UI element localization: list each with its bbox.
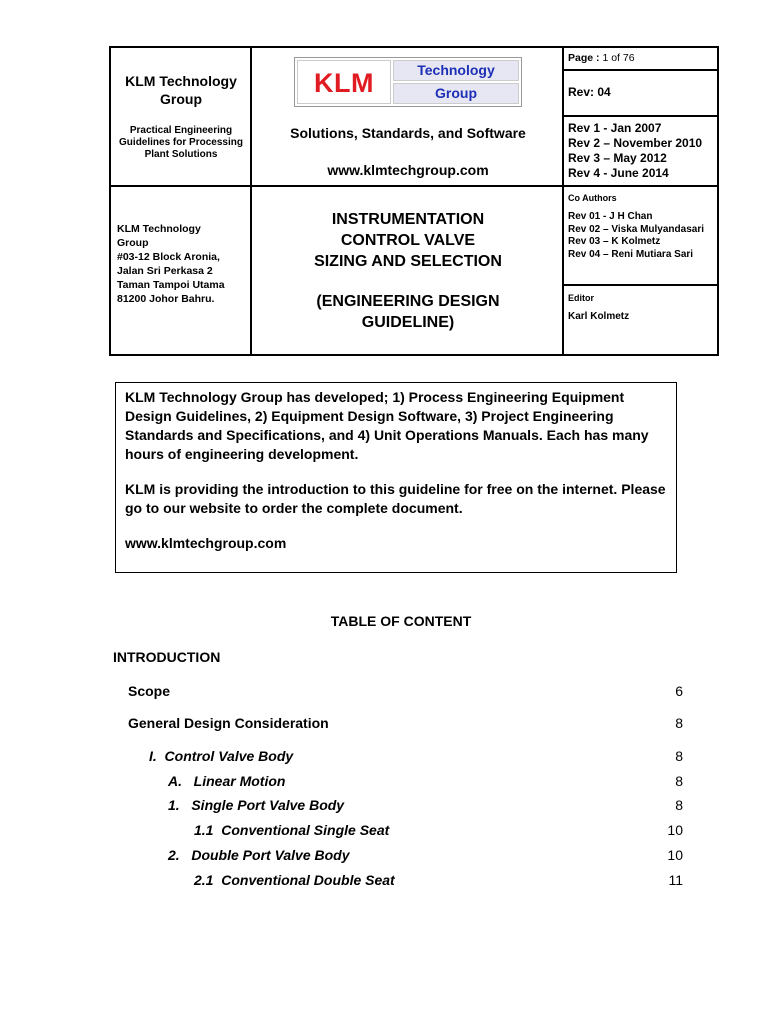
logo-technology-text: Technology: [417, 62, 495, 78]
toc-entry-page: 8: [675, 773, 683, 789]
toc-entry-page: 8: [675, 797, 683, 813]
page-label: Page :: [568, 52, 600, 64]
divider: [562, 115, 717, 117]
co-authors-list: [568, 211, 704, 261]
revision-entry: Rev 1 - Jan 2007: [568, 121, 662, 135]
co-authors-label: Co Authors: [568, 193, 617, 203]
toc-entry-label: 1. Single Port Valve Body: [168, 797, 345, 813]
editor-name: Karl Kolmetz: [568, 311, 630, 322]
toc-entry-page: 10: [667, 822, 683, 838]
title-line: [253, 272, 563, 291]
divider: [562, 284, 717, 286]
company-address: KLM Technology Group #03-12 Block Aronia, Jalan Sri Perkasa 2 Taman Tampoi Utama 81200 Johor Bahru.: [117, 223, 225, 305]
title-line: SIZING AND SELECTION: [314, 253, 502, 270]
document-title: [253, 209, 563, 333]
co-author-entry: Rev 03 – K Kolmetz: [568, 236, 661, 247]
revision-entry: Rev 3 – May 2012: [568, 151, 667, 165]
klm-logo: [294, 57, 522, 107]
divider: [562, 69, 717, 71]
co-author-entry: Rev 02 – Viska Mulyandasari: [568, 223, 705, 235]
document-header-table: [109, 46, 719, 356]
toc-entry-label: 2.1 Conventional Double Seat: [194, 872, 395, 888]
revision-entry: Rev 2 – November 2010: [568, 136, 703, 150]
company-tagline: Practical Engineering Guidelines for Processing Plant Solutions: [119, 125, 243, 160]
toc-section-title: INTRODUCTION: [113, 649, 221, 665]
page-value: 1 of 76: [602, 52, 635, 64]
co-author-entry: Rev 01 - J H Chan: [568, 211, 653, 222]
toc-entry-page: 8: [675, 748, 683, 764]
intro-notice-box: [115, 382, 677, 573]
header-subtitle: Solutions, Standards, and Software: [290, 125, 526, 141]
intro-paragraph: KLM Technology Group has developed; 1) Process Engineering Equipment Design Guidelines, 2) Equipment Design Software, 3) Project Engineering Standards and Specifications, and 4) Unit Operations Manuals. Each has many hours of engineering development.: [125, 389, 649, 462]
title-line: CONTROL VALVE: [340, 232, 476, 249]
toc-entry-page: 10: [667, 847, 683, 863]
toc-entry-label: Scope: [128, 683, 171, 699]
logo-klm-text: KLM: [314, 68, 374, 98]
co-author-entry: Rev 04 – Reni Mutiara Sari: [568, 248, 694, 260]
toc-entry-label: 1.1 Conventional Single Seat: [194, 822, 390, 838]
toc-entry-page: 8: [675, 715, 683, 731]
toc-entry-label: A. Linear Motion: [168, 773, 286, 789]
rev-number: Rev: 04: [568, 85, 611, 99]
toc-entry-page: 6: [675, 683, 683, 699]
intro-paragraph: KLM is providing the introduction to this guideline for free on the internet. Please go to our website to order the complete document.: [125, 481, 666, 516]
editor-label: Editor: [568, 293, 594, 303]
title-line: (ENGINEERING DESIGN: [316, 293, 500, 310]
revision-history: [568, 121, 702, 181]
toc-entry-label: 2. Double Port Valve Body: [168, 847, 350, 863]
company-name: KLM Technology Group: [125, 73, 237, 107]
intro-website: www.klmtechgroup.com: [125, 535, 287, 551]
header-website: www.klmtechgroup.com: [327, 162, 489, 178]
toc-entry-page: 11: [668, 872, 683, 888]
logo-group-text: Group: [435, 85, 477, 101]
title-line: GUIDELINE): [361, 314, 455, 331]
toc-heading: TABLE OF CONTENT: [330, 613, 472, 629]
revision-entry: Rev 4 - June 2014: [568, 166, 669, 180]
page-indicator: [568, 52, 635, 64]
toc-entry-label: General Design Consideration: [128, 715, 329, 731]
toc-entry-label: I. Control Valve Body: [149, 748, 294, 764]
title-line: INSTRUMENTATION: [331, 211, 485, 228]
divider: [111, 185, 717, 187]
